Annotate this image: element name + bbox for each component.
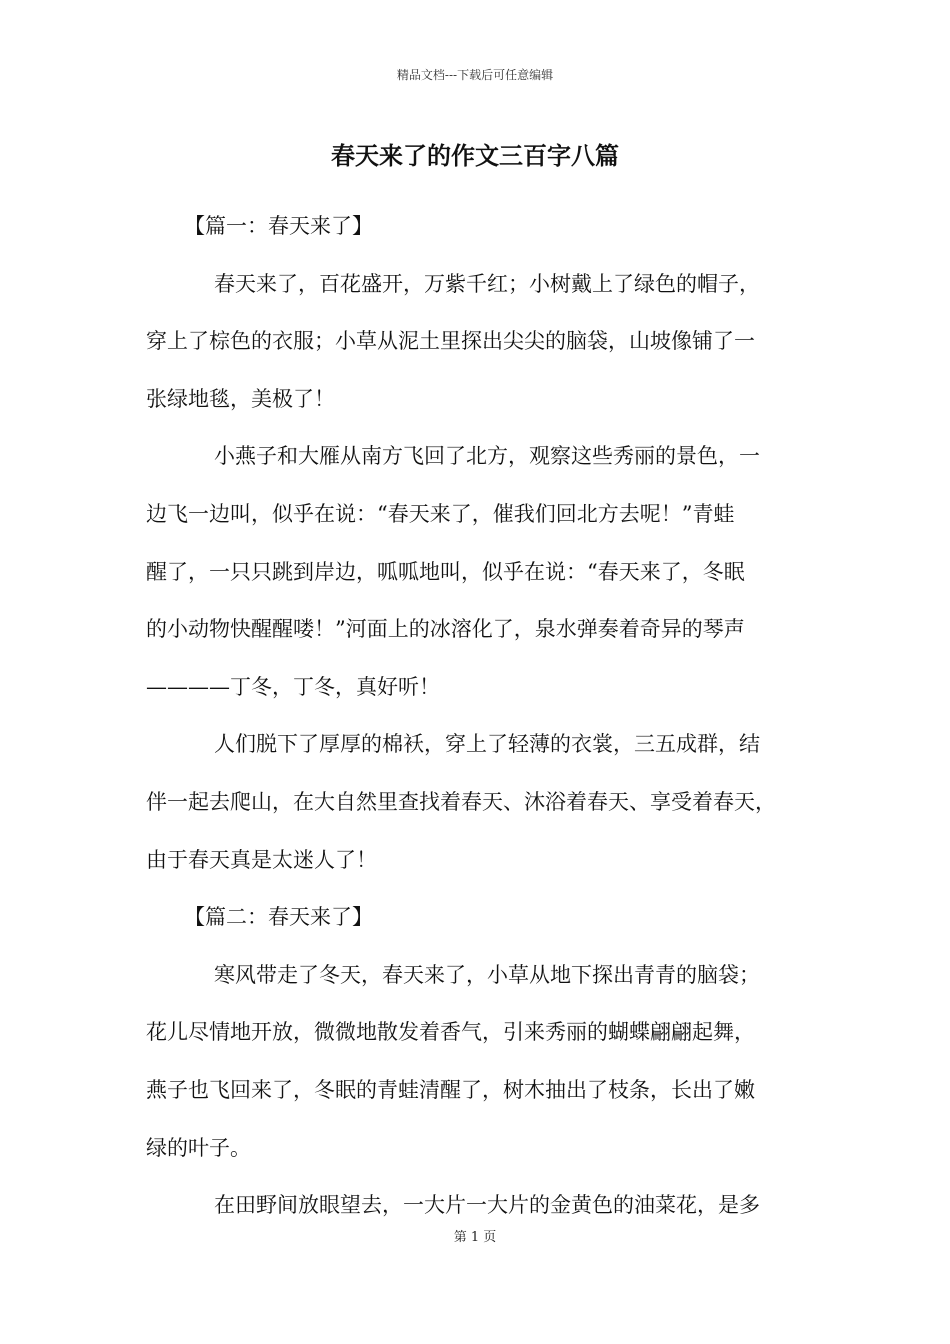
paragraph-line: 在田野间放眼望去，一大片一大片的金黄色的油菜花，是多 (214, 1193, 760, 1218)
paragraph-line: 穿上了棕色的衣服；小草从泥土里探出尖尖的脑袋，山坡像铺了一 (146, 329, 755, 354)
page-number: 第 1 页 (453, 1230, 497, 1245)
paragraph-line: 绿的叶子。 (146, 1135, 251, 1160)
paragraph-line: 花儿尽情地开放，微微地散发着香气，引来秀丽的蝴蝶翩翩起舞， (146, 1020, 755, 1045)
section-heading: 【篇二：春天来了】 (184, 905, 373, 930)
paragraph-line: 春天来了，百花盛开，万紫千红；小树戴上了绿色的帽子， (214, 271, 760, 296)
document-title: 春天来了的作文三百字八篇 (331, 141, 619, 170)
paragraph-line: 边飞一边叫，似乎在说：“春天来了，催我们回北方去呢！”青蛙 (146, 501, 735, 526)
paragraph-line: 燕子也飞回来了，冬眠的青蛙清醒了，树木抽出了枝条，长出了嫩 (146, 1077, 755, 1102)
paragraph-line: 醒了，一只只跳到岸边，呱呱地叫，似乎在说：“春天来了，冬眠 (146, 559, 745, 584)
paragraph-line: 人们脱下了厚厚的棉袄，穿上了轻薄的衣裳，三五成群，结 (214, 732, 760, 757)
paragraph-line: 张绿地毯，美极了！ (146, 386, 335, 411)
header-note: 精品文档---下载后可任意编辑 (396, 68, 554, 82)
paragraph-line: 小燕子和大雁从南方飞回了北方，观察这些秀丽的景色，一 (214, 444, 760, 469)
paragraph-line: 的小动物快醒醒喽！”河面上的冰溶化了，泉水弹奏着奇异的琴声 (146, 617, 745, 642)
document-body (146, 198, 818, 1235)
paragraph-line: 伴一起去爬山，在大自然里查找着春天、沐浴着春天、享受着春天， (146, 789, 776, 814)
section-heading: 【篇一：春天来了】 (184, 214, 373, 238)
paragraph-line: 寒风带走了冬天，春天来了，小草从地下探出青青的脑袋； (214, 962, 760, 987)
paragraph-line: ————丁冬，丁冬，真好听！ (146, 674, 440, 699)
paragraph-line: 由于春天真是太迷人了！ (146, 847, 377, 872)
